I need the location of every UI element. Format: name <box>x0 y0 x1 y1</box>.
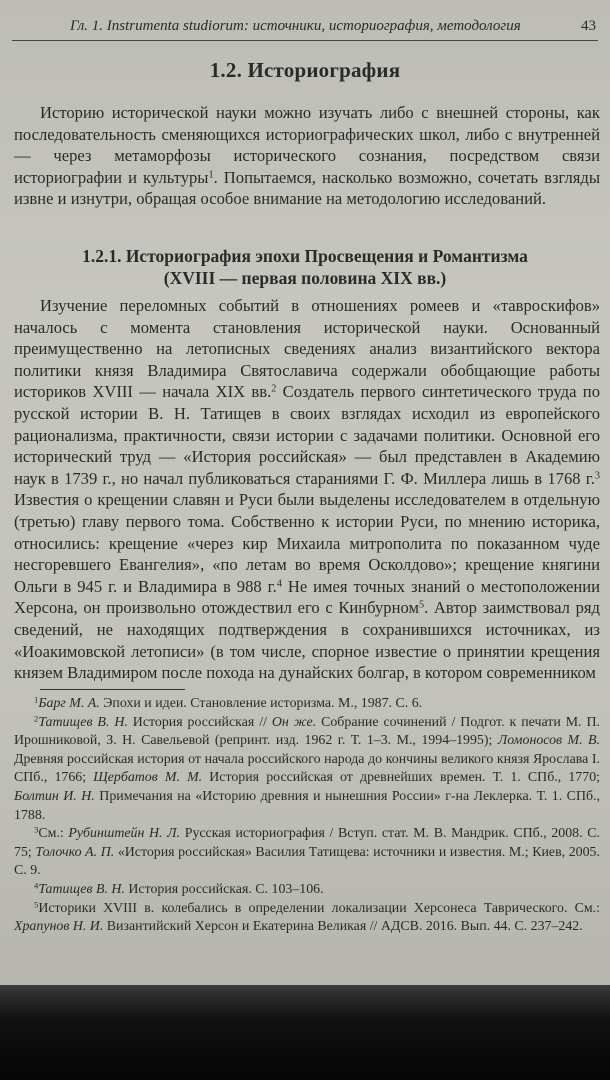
intro-text-1: Историю исторической науки можно изучать либо с внешней стороны, как последовательность сменяющихся историографических школ, либо с внутренней — через метаморфозы исторического сознания, посредством связи историографии и культуры <box>14 103 600 187</box>
footnote-author: Болтин И. Н. <box>14 788 95 804</box>
footnotes <box>14 695 600 937</box>
footnote-2 <box>14 714 600 826</box>
footnote-ref-5: 5 <box>418 599 425 611</box>
footnote-author: Храпунов Н. И. <box>14 919 104 935</box>
footnote-author: Ломоносов М. В. <box>497 733 600 749</box>
footnote-number: 3 <box>34 824 39 835</box>
subsection-title-line-2: (XVIII — первая половина XIX вв.) <box>163 268 447 288</box>
footnote-author: Толочко А. П. <box>35 844 115 860</box>
footnote-text: Древняя российская история от начала российского народа до кончины великого князя Ярослава I. СПб., 1766; <box>14 751 600 786</box>
footnote-text: История российская // <box>127 714 272 730</box>
footnote-separator <box>40 689 185 690</box>
footnote-number: 5 <box>34 899 39 910</box>
body-paragraph <box>14 295 600 684</box>
photo-background <box>0 985 610 1080</box>
footnote-text: Примечания на «Историю древния и нынешния России» г-на Леклерка. Т. 1. СПб., 1788. <box>14 788 600 823</box>
footnote-5 <box>14 900 600 937</box>
body-text-2: Создатель первого синтетического труда по русской истории В. Н. Татищев в своих взглядах исходил из европейского рационализма, практичности, связи истории с задачами политики. Основной его исторический труд — «История российская» — был представлен в Академию наук в 1739 г., но начал публиковаться стараниями Г. Ф. Миллера лишь в 1768 г. <box>14 382 600 488</box>
footnote-author: Рубинштейн Н. Л. <box>68 826 181 842</box>
footnote-1 <box>14 695 600 714</box>
page-number: 43 <box>581 18 596 34</box>
body-text-5: . Автор заимствовал ряд сведений, не находящих подтверждения в сохранившихся источниках, из «Иоакимовской летописи» (в том числе, спорное известие о принятии крещения князем Владимиром после похода на дунайских болгар, в котором современником <box>14 598 601 683</box>
footnote-number: 4 <box>34 880 39 891</box>
footnote-author: Татищев В. Н. <box>38 714 128 730</box>
subsection-title <box>0 245 610 289</box>
footnote-text: Русская историография / Вступ. стат. М. В. Мандрик. СПб., 2008. С. 75; <box>14 826 600 860</box>
body-text-3: Известия о крещении славян и Руси были выделены исследователем в отдельную (третью) главу первого тома. Собственно к истории Руси, по мнению историка, относились: крещение «через кир Михаила митрополита по показанном чуде несгоревшего Евангелия», «по летам во время Осколдово»; крещение княгини Ольги в 945 г. и Владимира в 988 г. <box>14 490 600 596</box>
footnote-ref-1: 1 <box>208 169 214 181</box>
body-text-4: Не имея точных знаний о местоположении Херсона, он произвольно отождествил его с Кинбурном <box>14 576 601 618</box>
running-head <box>12 18 598 41</box>
section-title: 1.2. Историография <box>209 58 401 82</box>
intro-text-2: . Попытаемся, насколько возможно, сочетать взгляды извне и изнутри, обращая особое внимание на методологию исследований. <box>14 167 601 209</box>
footnote-author: Барг М. А. <box>38 696 100 711</box>
footnote-text: История российская от древнейших времен. Т. 1. СПб., 1770; <box>202 770 600 786</box>
footnote-number: 2 <box>34 713 39 724</box>
footnote-ref-4: 4 <box>276 578 282 590</box>
body-text-1: Изучение переломных событий в отношениях ромеев и «тавроскифов» началось с момента становления исторической науки. Основанный преимущественно на летописных сведениях анализ византийского вектора политики князя Владимира Святославича содержали обобщающие работы историков XVIII — начала XIX вв. <box>14 296 600 402</box>
footnote-ref-3: 3 <box>594 470 600 482</box>
footnote-text: История российская. С. 103–106. <box>124 881 324 897</box>
footnote-text: Византийский Херсон и Екатерина Великая // АДСВ. 2016. Вып. 44. С. 237–242. <box>103 919 583 935</box>
footnote-author: Щербатов М. М. <box>93 770 203 786</box>
footnote-author: Татищев В. Н. <box>38 881 125 897</box>
footnote-text: Историки XVIII в. колебались в определении локализации Херсонеса Таврического. См.: <box>38 900 600 916</box>
intro-paragraph <box>14 102 600 210</box>
footnote-3 <box>14 825 600 881</box>
footnote-text: «История российская» Василия Татищева: источники и известия. М.; Киев, 2005. С. 9. <box>14 844 600 879</box>
footnote-ref-2: 2 <box>271 383 277 395</box>
footnote-number: 1 <box>34 694 39 705</box>
footnote-4 <box>14 881 600 900</box>
running-head-title: Гл. 1. Instrumenta studiorum: источники, историография, методология <box>70 18 521 34</box>
footnote-text: Собрание сочинений / Подгот. к печати М. П. Ирошниковой, З. Н. Савельевой (репринт. изд. 1962 г. Т. 1–3. М., 1994–1995); <box>14 714 600 749</box>
subsection-title-line-1: 1.2.1. Историография эпохи Просвещения и Романтизма <box>82 246 528 266</box>
footnote-text: Эпохи и идеи. Становление историзма. М., 1987. С. 6. <box>99 696 423 711</box>
footnote-text: См.: <box>38 826 69 842</box>
footnote-author: Он же. <box>271 714 317 730</box>
